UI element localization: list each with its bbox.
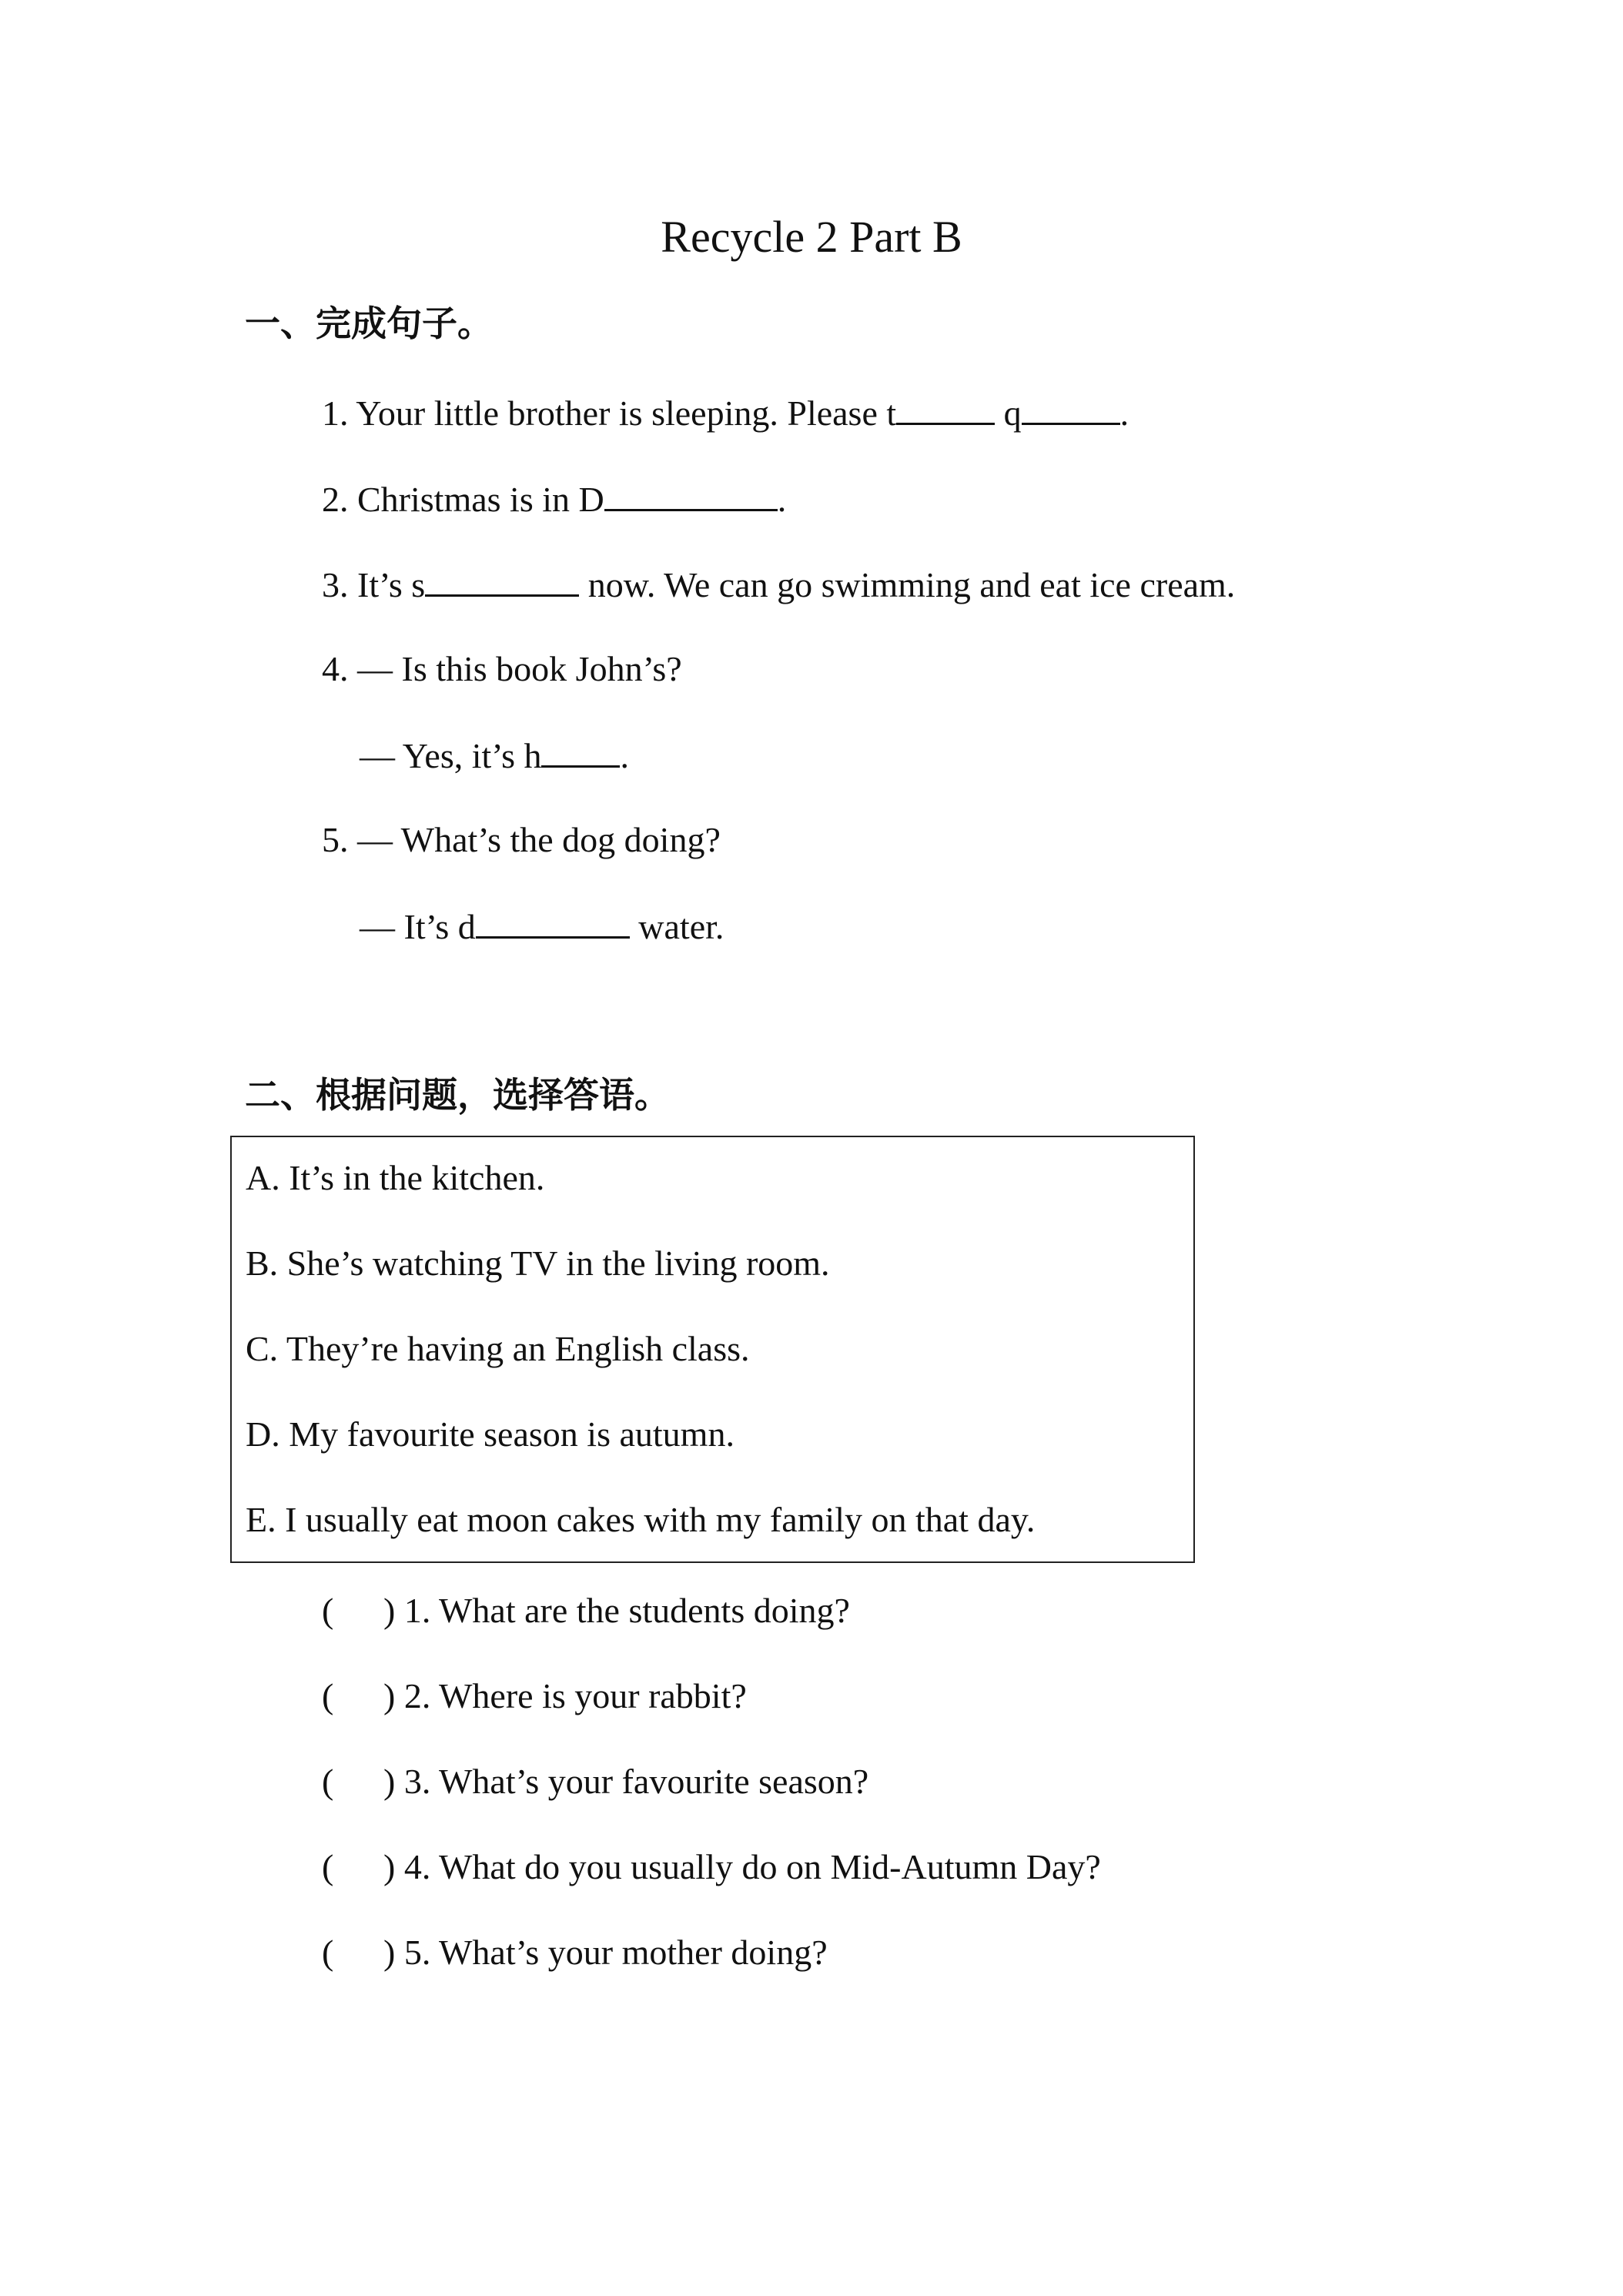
answer-option-e: E. I usually eat moon cakes with my family on that day. [246, 1500, 1036, 1539]
fill-blank[interactable] [541, 731, 620, 768]
question-text: 5. What’s your mother doing? [403, 1933, 828, 1972]
sentence-3 [322, 561, 1235, 608]
answer-option-b: B. She’s watching TV in the living room. [246, 1243, 830, 1283]
fill-blank[interactable] [425, 561, 579, 597]
question-text: 1. What are the students doing? [403, 1591, 850, 1630]
question-text: 3. What’s your favourite season? [403, 1762, 869, 1801]
sentence-5-answer [360, 902, 724, 950]
sentence-5-question [322, 817, 721, 863]
sentence-text: . [1119, 393, 1129, 433]
sentence-text: q [995, 393, 1022, 433]
sentence-text: . [620, 736, 629, 775]
fill-blank[interactable] [896, 389, 995, 425]
sentence-text: It’s s [357, 565, 426, 604]
answer-option-a: A. It’s in the kitchen. [246, 1158, 545, 1197]
section-2-heading: 二、根据问题，选择答语。 [245, 1074, 670, 1116]
answer-option-d: D. My favourite season is autumn. [246, 1414, 735, 1454]
sentence-text: . [777, 480, 787, 519]
answer-bracket[interactable]: ( [322, 1591, 334, 1630]
answer-bracket[interactable]: ( [322, 1676, 334, 1715]
fill-blank[interactable] [1022, 389, 1120, 425]
sentence-text: — Is this book John’s? [357, 649, 682, 688]
question-text: 2. Where is your rabbit? [403, 1676, 747, 1715]
sentence-text: — Yes, it’s h [360, 736, 542, 775]
question-5: ( ) 5. What’s your mother doing? [322, 1930, 828, 1976]
question-1: ( ) 1. What are the students doing? [322, 1588, 850, 1634]
sentence-text: Your little brother is sleeping. Please t [356, 393, 897, 433]
question-3: ( ) 3. What’s your favourite season? [322, 1759, 868, 1805]
question-text: 4. What do you usually do on Mid-Autumn Day? [403, 1847, 1101, 1886]
question-2: ( ) 2. Where is your rabbit? [322, 1673, 747, 1719]
section-1-heading: 一、完成句子。 [245, 303, 493, 344]
answer-bracket[interactable]: ( [322, 1847, 334, 1886]
fill-blank[interactable] [604, 475, 778, 511]
sentence-text: — What’s the dog doing? [357, 820, 721, 859]
sentence-1 [322, 389, 1129, 437]
sentence-number: 3. [322, 565, 349, 604]
answer-option-c: C. They’re having an English class. [246, 1329, 750, 1368]
sentence-number: 4. [322, 649, 349, 688]
page-title: Recycle 2 Part B [661, 212, 962, 262]
answer-bracket[interactable]: ( [322, 1762, 334, 1801]
sentence-number: 5. [322, 820, 349, 859]
sentence-text: — It’s d [360, 907, 476, 946]
sentence-text: Christmas is in D [357, 480, 604, 519]
sentence-4-question [322, 646, 682, 692]
answer-options-box [230, 1136, 1195, 1563]
sentence-number: 2. [322, 480, 349, 519]
sentence-text: now. We can go swimming and eat ice cream. [579, 565, 1236, 604]
answer-bracket[interactable]: ( [322, 1933, 334, 1972]
sentence-text: water. [629, 907, 724, 946]
sentence-4-answer [360, 731, 629, 779]
question-4: ( ) 4. What do you usually do on Mid-Autumn Day? [322, 1844, 1101, 1890]
sentence-number: 1. [322, 393, 349, 433]
sentence-2 [322, 475, 786, 523]
fill-blank[interactable] [476, 902, 630, 939]
